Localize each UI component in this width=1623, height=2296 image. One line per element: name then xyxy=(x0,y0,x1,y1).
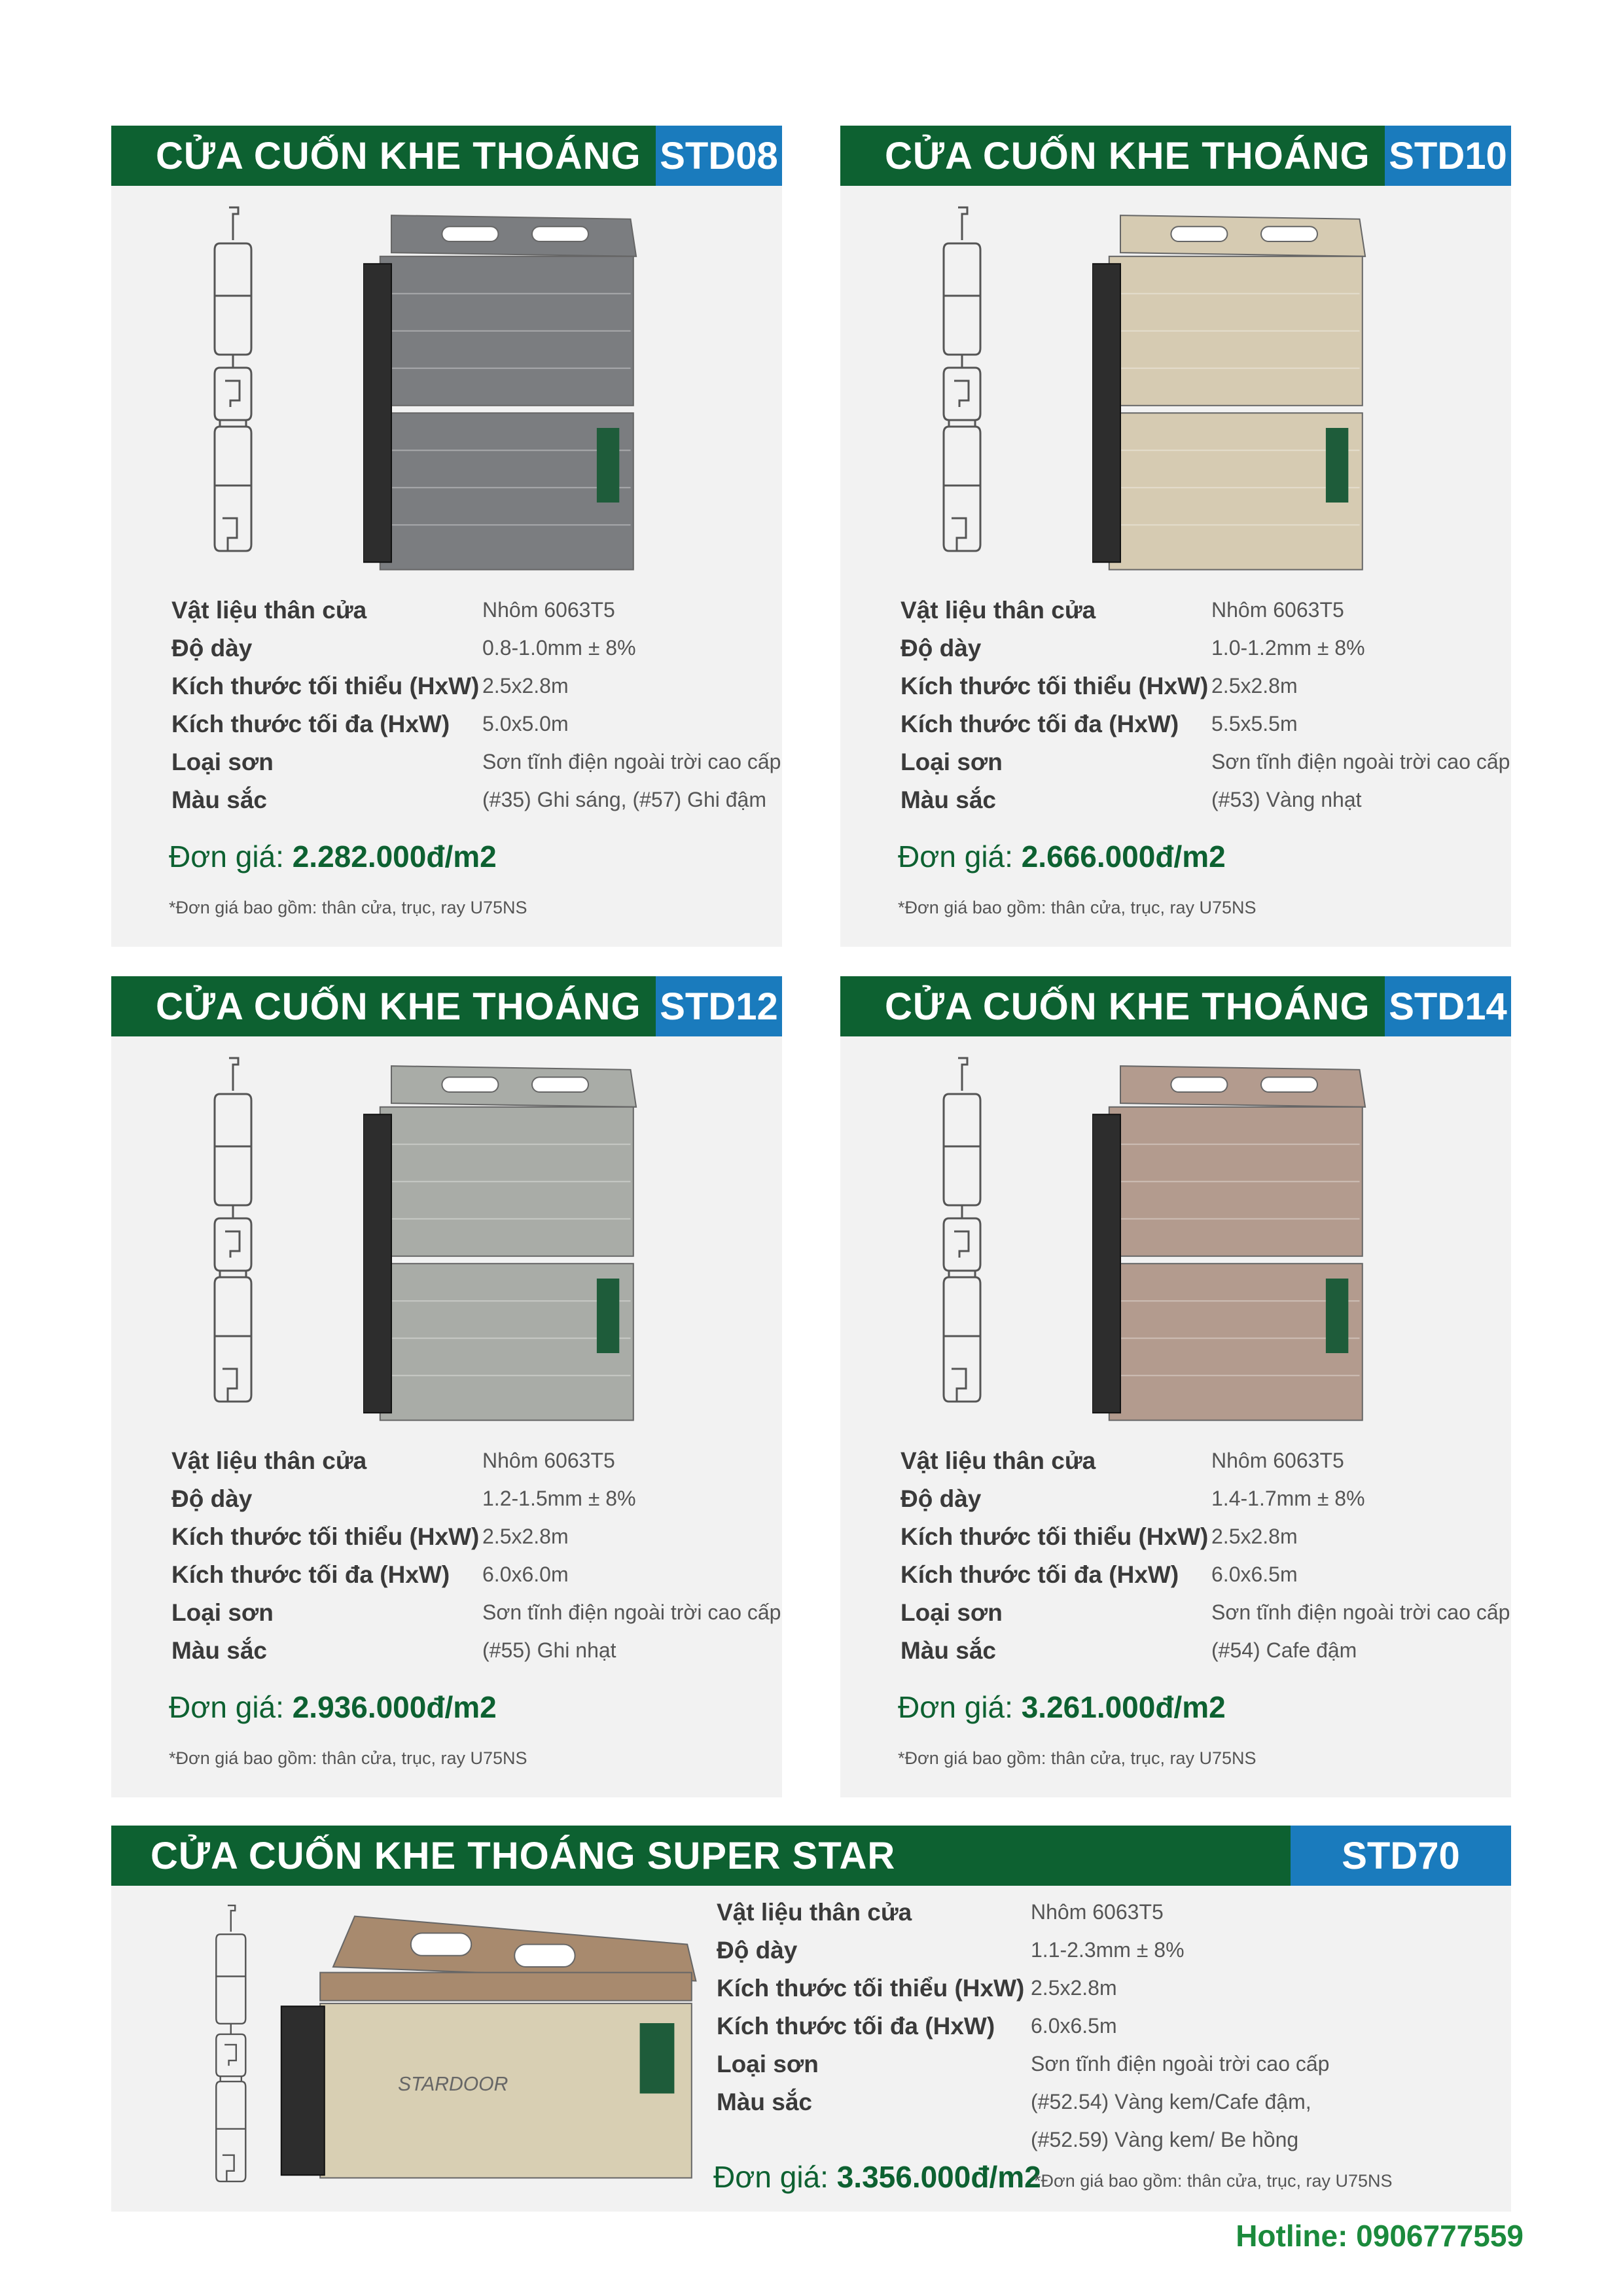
profile-cross-section-diagram xyxy=(938,204,991,571)
card-header xyxy=(111,126,782,186)
card-header xyxy=(840,976,1511,1036)
spec-label: Độ dày xyxy=(171,1485,253,1512)
hotline: Hotline: 0906777559 xyxy=(1236,2219,1524,2253)
door-slat-panel-image xyxy=(363,1055,645,1428)
spec-value: 2.5x2.8m xyxy=(1031,1976,1117,2000)
card-title: CỬA CUỐN KHE THOÁNG xyxy=(111,126,656,186)
spec-value: (#35) Ghi sáng, (#57) Ghi đậm xyxy=(482,788,766,811)
profile-cross-section-diagram xyxy=(209,1055,262,1421)
profile-cross-section-diagram xyxy=(938,1055,991,1421)
spec-label: Kích thước tối đa (HxW) xyxy=(171,1561,450,1588)
product-code-badge: STD10 xyxy=(1385,126,1511,186)
brand-mark: STARDOOR xyxy=(398,2074,508,2096)
spec-value: 5.0x5.0m xyxy=(482,712,569,735)
spec-label: Loại sơn xyxy=(171,1599,274,1626)
spec-label: Vật liệu thân cửa xyxy=(171,1447,367,1474)
price-label: Đơn giá: xyxy=(169,1690,293,1724)
spec-label: Kích thước tối đa (HxW) xyxy=(901,711,1179,737)
unit-price xyxy=(898,839,1226,874)
panel-image-wrap xyxy=(1092,1055,1374,1431)
price-note: *Đơn giá bao gồm: thân cửa, trục, ray U75NS xyxy=(898,1748,1257,1768)
spec-value: (#53) Vàng nhạt xyxy=(1211,788,1362,811)
price-value: 2.936.000đ/m2 xyxy=(292,1690,497,1724)
spec-label: Độ dày xyxy=(901,1485,982,1512)
spec-label: Vật liệu thân cửa xyxy=(171,597,367,624)
spec-value: 2.5x2.8m xyxy=(1211,674,1298,698)
product-code-badge: STD70 xyxy=(1291,1826,1511,1886)
spec-value: (#54) Cafe đậm xyxy=(1211,1638,1357,1662)
product-code-badge: STD12 xyxy=(656,976,782,1036)
spec-value: (#52.59) Vàng kem/ Be hồng xyxy=(1031,2128,1299,2151)
spec-value: Sơn tĩnh điện ngoài trời cao cấp xyxy=(1031,2052,1330,2075)
spec-label: Loại sơn xyxy=(717,2051,819,2077)
price-note: *Đơn giá bao gồm: thân cửa, trục, ray U75NS xyxy=(1034,2171,1393,2191)
spec-label: Màu sắc xyxy=(717,2089,813,2115)
cross-section-wrap xyxy=(209,204,262,574)
spec-value: 2.5x2.8m xyxy=(482,674,569,698)
card-title: CỬA CUỐN KHE THOÁNG xyxy=(840,976,1385,1036)
card-title: CỬA CUỐN KHE THOÁNG SUPER STAR xyxy=(111,1826,1291,1886)
price-note: *Đơn giá bao gồm: thân cửa, trục, ray U75NS xyxy=(169,1748,527,1768)
spec-value: (#52.54) Vàng kem/Cafe đậm, xyxy=(1031,2090,1311,2113)
cross-section-wrap xyxy=(209,1903,257,2200)
product-card-std14 xyxy=(840,976,1511,1797)
spec-label: Màu sắc xyxy=(901,786,997,813)
profile-cross-section-diagram xyxy=(209,204,262,571)
spec-value: 1.0-1.2mm ± 8% xyxy=(1211,636,1365,660)
spec-label: Kích thước tối thiểu (HxW) xyxy=(901,1523,1209,1550)
spec-label: Vật liệu thân cửa xyxy=(901,1447,1096,1474)
spec-value: (#55) Ghi nhạt xyxy=(482,1638,616,1662)
spec-value: 1.2-1.5mm ± 8% xyxy=(482,1487,636,1510)
spec-label: Kích thước tối đa (HxW) xyxy=(717,2013,995,2040)
card-header xyxy=(111,976,782,1036)
price-value: 3.261.000đ/m2 xyxy=(1021,1690,1226,1724)
spec-value: 6.0x6.5m xyxy=(1031,2014,1117,2038)
cross-section-wrap xyxy=(938,1055,991,1424)
spec-label: Kích thước tối thiểu (HxW) xyxy=(171,1523,480,1550)
price-note: *Đơn giá bao gồm: thân cửa, trục, ray U75NS xyxy=(169,898,527,917)
spec-label: Độ dày xyxy=(171,635,253,662)
price-label: Đơn giá: xyxy=(169,839,293,874)
spec-value: 6.0x6.5m xyxy=(1211,1563,1298,1586)
spec-label: Độ dày xyxy=(901,635,982,662)
price-note: *Đơn giá bao gồm: thân cửa, trục, ray U75NS xyxy=(898,898,1257,917)
spec-label: Loại sơn xyxy=(901,1599,1003,1626)
spec-value: Sơn tĩnh điện ngoài trời cao cấp xyxy=(482,1600,781,1624)
spec-value: 5.5x5.5m xyxy=(1211,712,1298,735)
spec-label: Độ dày xyxy=(717,1937,798,1964)
card-title: CỬA CUỐN KHE THOÁNG xyxy=(111,976,656,1036)
door-slat-panel-image xyxy=(363,204,645,577)
spec-value: 2.5x2.8m xyxy=(1211,1525,1298,1548)
unit-price xyxy=(169,839,497,874)
spec-label: Kích thước tối thiểu (HxW) xyxy=(717,1975,1025,2002)
spec-label: Màu sắc xyxy=(901,1637,997,1664)
door-slat-panel-image xyxy=(268,1911,700,2192)
spec-value: 1.4-1.7mm ± 8% xyxy=(1211,1487,1365,1510)
panel-image-wrap xyxy=(363,204,645,580)
product-card-std12 xyxy=(111,976,782,1797)
card-header xyxy=(840,126,1511,186)
price-value: 3.356.000đ/m2 xyxy=(836,2160,1041,2194)
product-card-std70 xyxy=(111,1826,1511,2212)
door-slat-panel-image xyxy=(1092,204,1374,577)
spec-value: Nhôm 6063T5 xyxy=(1211,598,1344,622)
panel-image-wrap xyxy=(1092,204,1374,580)
unit-price xyxy=(713,2159,1041,2195)
price-label: Đơn giá: xyxy=(713,2160,837,2194)
spec-value: Nhôm 6063T5 xyxy=(1211,1449,1344,1472)
spec-label: Loại sơn xyxy=(171,749,274,775)
spec-label: Vật liệu thân cửa xyxy=(717,1899,912,1926)
spec-label: Loại sơn xyxy=(901,749,1003,775)
price-label: Đơn giá: xyxy=(898,839,1022,874)
spec-value: 0.8-1.0mm ± 8% xyxy=(482,636,636,660)
spec-value: Nhôm 6063T5 xyxy=(482,598,615,622)
spec-value: Sơn tĩnh điện ngoài trời cao cấp xyxy=(1211,1600,1510,1624)
spec-label: Màu sắc xyxy=(171,1637,268,1664)
spec-value: 6.0x6.0m xyxy=(482,1563,569,1586)
panel-image-wrap xyxy=(363,1055,645,1431)
product-card-std08 xyxy=(111,126,782,947)
spec-value: Sơn tĩnh điện ngoài trời cao cấp xyxy=(1211,750,1510,773)
spec-value: Nhôm 6063T5 xyxy=(482,1449,615,1472)
profile-cross-section-diagram xyxy=(209,1903,257,2197)
price-value: 2.666.000đ/m2 xyxy=(1021,839,1226,874)
unit-price xyxy=(898,1689,1226,1725)
card-title: CỬA CUỐN KHE THOÁNG xyxy=(840,126,1385,186)
spec-value: Sơn tĩnh điện ngoài trời cao cấp xyxy=(482,750,781,773)
spec-label: Màu sắc xyxy=(171,786,268,813)
spec-label: Vật liệu thân cửa xyxy=(901,597,1096,624)
price-label: Đơn giá: xyxy=(898,1690,1022,1724)
spec-label: Kích thước tối thiểu (HxW) xyxy=(901,673,1209,699)
spec-value: Nhôm 6063T5 xyxy=(1031,1900,1164,1924)
price-value: 2.282.000đ/m2 xyxy=(292,839,497,874)
cross-section-wrap xyxy=(938,204,991,574)
spec-value: 1.1-2.3mm ± 8% xyxy=(1031,1938,1185,1962)
cross-section-wrap xyxy=(209,1055,262,1424)
spec-label: Kích thước tối đa (HxW) xyxy=(901,1561,1179,1588)
spec-label: Kích thước tối đa (HxW) xyxy=(171,711,450,737)
product-card-std10 xyxy=(840,126,1511,947)
spec-value: 2.5x2.8m xyxy=(482,1525,569,1548)
door-slat-panel-image xyxy=(1092,1055,1374,1428)
card-header xyxy=(111,1826,1511,1886)
product-code-badge: STD08 xyxy=(656,126,782,186)
product-code-badge: STD14 xyxy=(1385,976,1511,1036)
panel-image-wrap xyxy=(268,1911,700,2195)
unit-price xyxy=(169,1689,497,1725)
spec-label: Kích thước tối thiểu (HxW) xyxy=(171,673,480,699)
